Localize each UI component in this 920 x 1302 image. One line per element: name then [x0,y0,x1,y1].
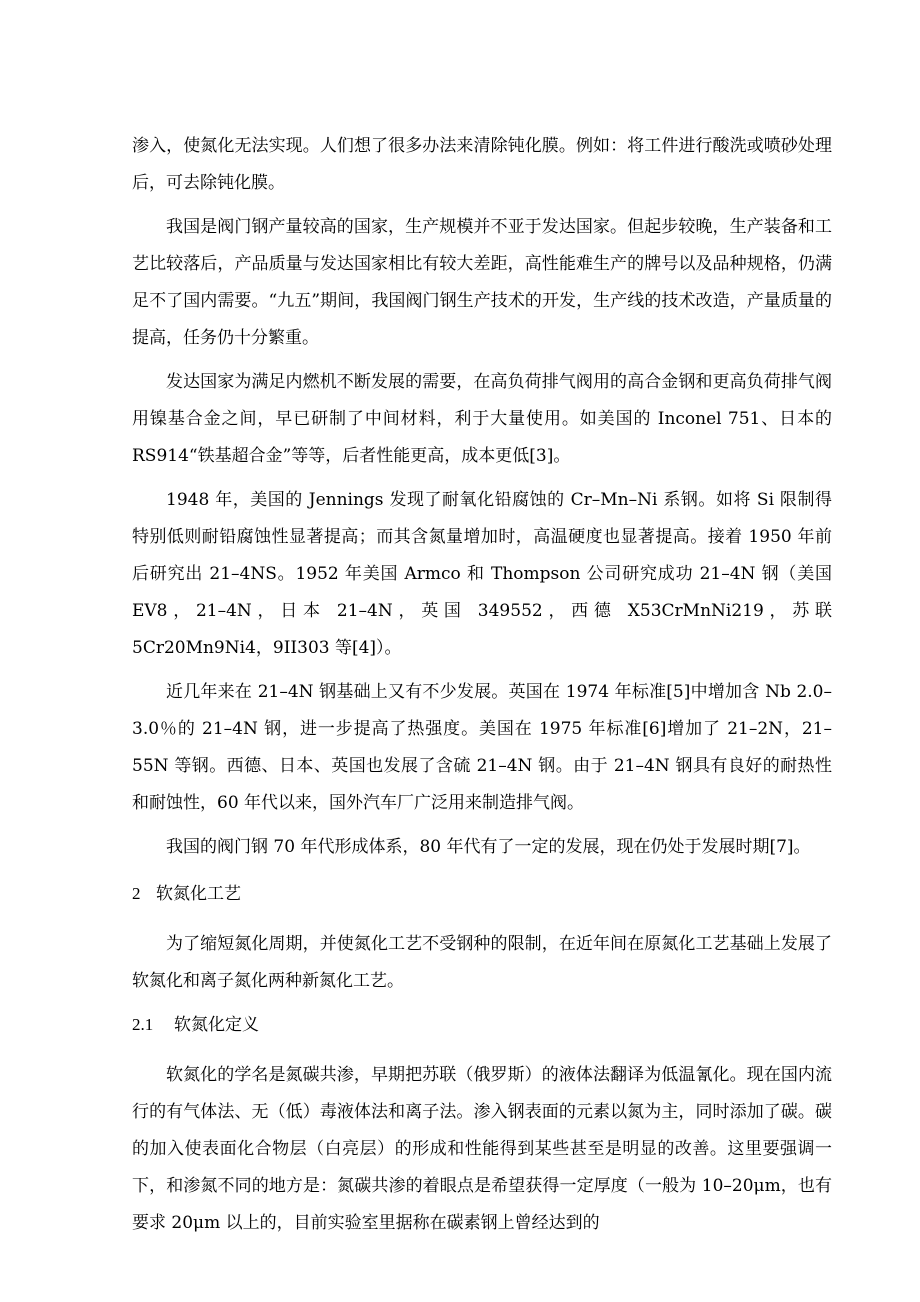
paragraph-soft-nitriding-intro: 为了缩短氮化周期，并使氮化工艺不受钢种的限制，在近年间在原氮化工艺基础上发展了软氮化和离子氮化两种新氮化工艺。 [132,934,832,991]
section-heading-2 [132,876,832,912]
section-title: 软氮化工艺 [156,884,241,904]
paragraph-developed-countries: 发达国家为满足内燃机不断发展的需要，在高负荷排气阀用的高合金钢和更高负荷排气阀用镍基合金之间，早已研制了中间材料，利于大量使用。如美国的 Inconel 751、日本的 RS914“铁基超合金”等等，后者性能更高，成本更低[3]。 [132,372,832,466]
subsection-title: 软氮化定义 [174,1015,259,1035]
paragraph-domestic-valve-steel: 我国是阀门钢产量较高的国家，生产规模并不亚于发达国家。但起步较晚，生产装备和工艺比较落后，产品质量与发达国家相比有较大差距，高性能难生产的牌号以及品种规格，仍满足不了国内需要。“九五”期间，我国阀门钢生产技术的开发，生产线的技术改造，产量质量的提高，任务仍十分繁重。 [132,217,832,348]
paragraph-soft-nitriding-definition: 软氮化的学名是氮碳共渗，早期把苏联（俄罗斯）的液体法翻译为低温氰化。现在国内流行的有气体法、无（低）毒液体法和离子法。渗入钢表面的元素以氮为主，同时添加了碳。碳的加入使表面化合物层（白亮层）的形成和性能得到某些甚至是明显的改善。这里要强调一下，和渗氮不同的地方是：氮碳共渗的着眼点是希望获得一定厚度（一般为 10–20μm，也有要求 20μm 以上的，目前实验室里据称在碳素钢上曾经达到的 [132,1065,832,1233]
paragraph-21-4n-development: 近几年来在 21–4N 钢基础上又有不少发展。英国在 1974 年标准[5]中增加含 Nb 2.0–3.0％的 21–4N 钢，进一步提高了热强度。美国在 1975 年标准[6]增加了 21–2N，21–55N 等钢。西德、日本、英国也发展了含硫 21–4N 钢。由于 21–4N 钢具有良好的耐热性和耐蚀性，60 年代以来，国外汽车厂广泛用来制造排气阀。 [132,682,832,813]
section-number: 2 [132,884,141,903]
document-page [132,128,832,1249]
paragraph-passivation-film: 渗入，使氮化无法实现。人们想了很多办法来清除钝化膜。例如：将工件进行酸洗或喷砂处理后，可去除钝化膜。 [132,136,832,193]
subsection-number: 2.1 [132,1015,154,1034]
section-heading-2-1 [132,1007,832,1043]
paragraph-domestic-history: 我国的阀门钢 70 年代形成体系，80 年代有了一定的发展，现在仍处于发展时期[7]。 [166,837,811,857]
paragraph-history-1948: 1948 年，美国的 Jennings 发现了耐氧化铅腐蚀的 Cr–Mn–Ni 系钢。如将 Si 限制得特别低则耐铅腐蚀性显著提高；而其含氮量增加时，高温硬度也显著提高。接着 1950 年前后研究出 21–4NS。1952 年美国 Armco 和 Thompson 公司研究成功 21–4N 钢（美国 EV8，21–4N，日本 21–4N，英国 349552，西德 X53CrMnNi219，苏联 5Cr20Mn9Ni4，9II303 等[4]）。 [132,490,832,658]
